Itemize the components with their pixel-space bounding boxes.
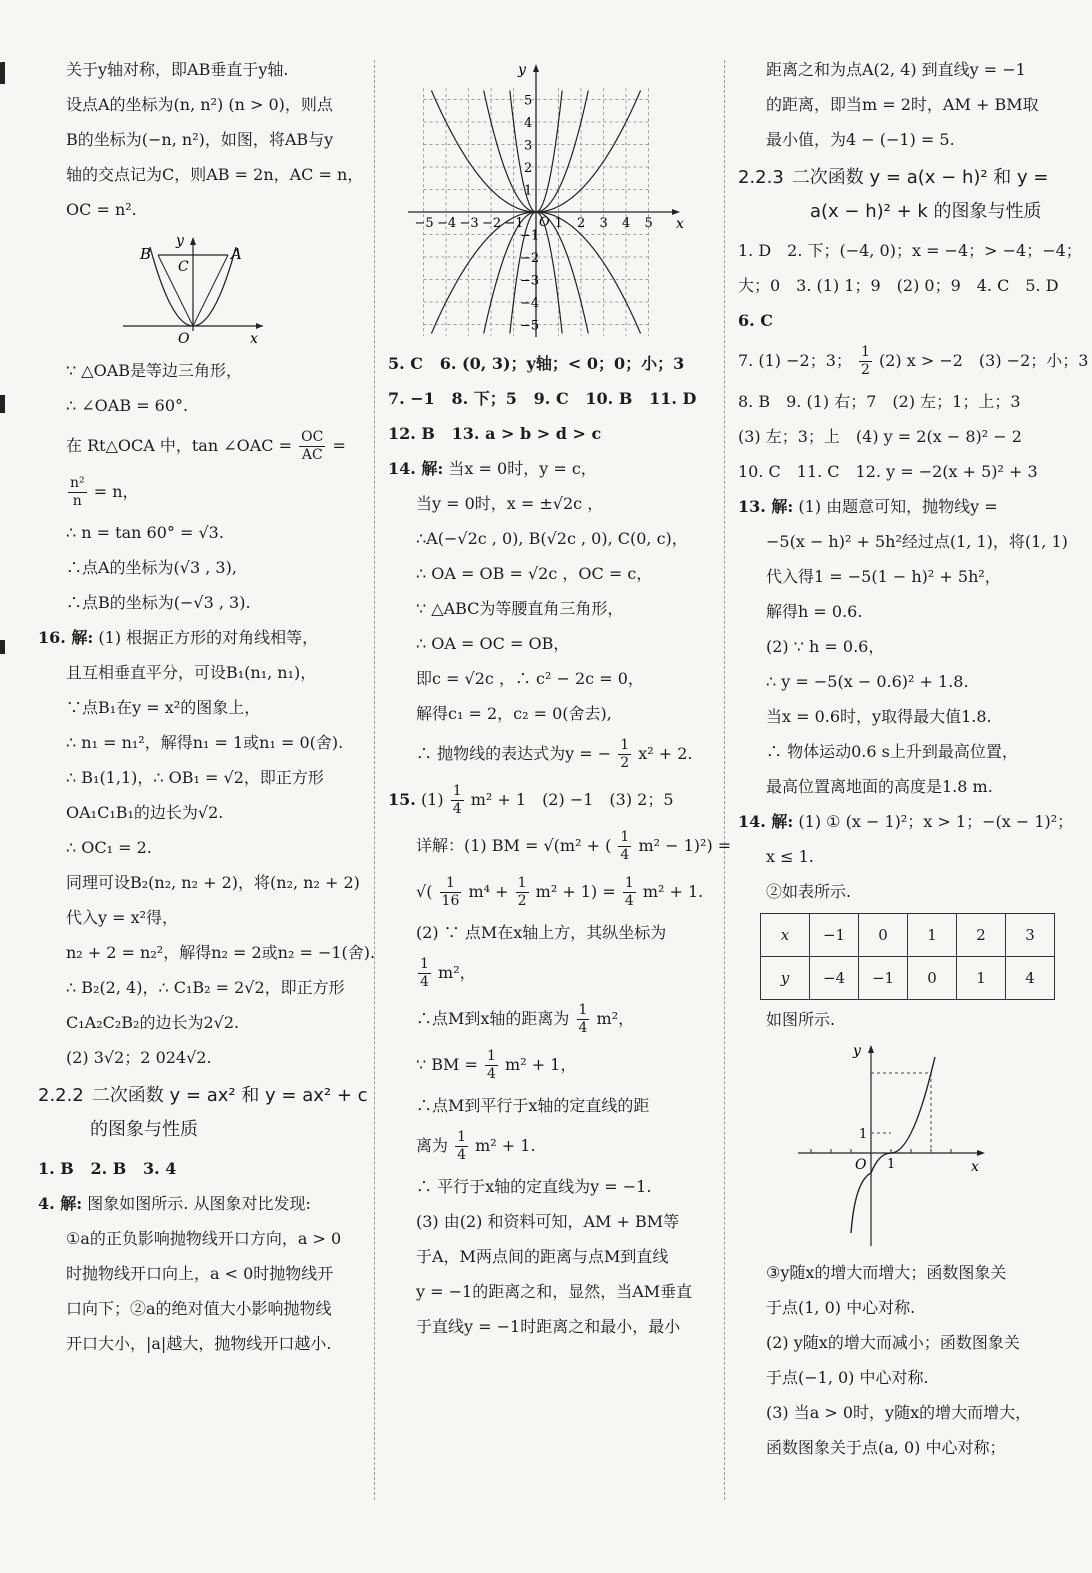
text-seg: 7. (1) −2；3； xyxy=(738,351,852,370)
y-tick-label: −4 xyxy=(520,296,540,311)
xy-value-table xyxy=(760,913,1055,1000)
text-line: (2) ∵ 点M在x轴上方，其纵坐标为 xyxy=(416,923,667,942)
text-line: y = −1的距离之和，显然，当AM垂直 xyxy=(416,1282,693,1301)
table-cell: 3 xyxy=(1006,914,1055,957)
text-line: ∴ 平行于x轴的定直线为y = −1. xyxy=(416,1177,652,1196)
text-line-fraction xyxy=(738,338,1089,384)
denominator: 4 xyxy=(452,801,462,817)
section-title-line2: 的图象与性质 xyxy=(90,1119,198,1140)
edge-char-middle xyxy=(0,395,5,413)
text-line: 6. C xyxy=(738,311,774,330)
label-x: x xyxy=(250,331,258,347)
answers-12-13 xyxy=(388,416,710,451)
question-number: 4. 解: xyxy=(38,1194,83,1213)
y-tick-label: 5 xyxy=(524,93,533,109)
x-tick-label: 1 xyxy=(554,216,563,231)
text-seg: ∴ 抛物线的表达式为y = − xyxy=(416,744,612,763)
table-header-cell: y xyxy=(761,957,810,1000)
fraction xyxy=(455,1129,468,1164)
y-tick-label: −1 xyxy=(520,228,540,244)
answer: 10. B xyxy=(585,389,633,408)
text-line: 的距离，即当m = 2时，AM + BM取 xyxy=(766,95,1039,114)
denominator: 4 xyxy=(420,974,429,990)
x-tick-label: 2 xyxy=(577,216,586,231)
text-seg: ∴点M到x轴的距离为 xyxy=(416,1009,570,1028)
text-line: 时抛物线开口向上，a < 0时抛物线开 xyxy=(66,1264,334,1283)
x-tick-label: −4 xyxy=(437,216,457,231)
text-seg: m²， xyxy=(438,963,476,982)
fraction xyxy=(440,875,462,910)
table-cell: 1 xyxy=(957,957,1006,1000)
denominator: 4 xyxy=(487,1066,496,1082)
fraction xyxy=(577,1002,590,1037)
x-tick-label: 3 xyxy=(599,216,608,231)
column-divider-right xyxy=(724,60,725,1500)
numerator: 1 xyxy=(578,1002,588,1018)
text-seg: (2) x > −2 (3) −2；小；3 xyxy=(878,351,1089,370)
section-number: 2.2.3 xyxy=(738,167,784,188)
answer: 3. 4 xyxy=(143,1159,177,1178)
edge-text-1: 力 xyxy=(0,54,10,65)
text-line-fraction xyxy=(388,1123,710,1169)
text-line: 代入y = x²得， xyxy=(66,908,179,927)
fraction xyxy=(859,344,872,379)
denominator: AC xyxy=(301,447,323,463)
piecewise-curve-figure xyxy=(793,1041,993,1251)
edge-char-top xyxy=(0,62,5,84)
fraction xyxy=(68,475,87,510)
label-x: x xyxy=(676,216,684,232)
text-line: ∴ OA = OC = OB， xyxy=(416,634,570,653)
label-y: y xyxy=(518,62,526,78)
edge-char-lower xyxy=(0,640,5,654)
numerator: 1 xyxy=(487,1048,496,1064)
answer: 9. C xyxy=(533,389,569,408)
text-seg: x² + 2. xyxy=(638,744,693,763)
question-15 xyxy=(388,777,710,823)
text-line: 10. C 11. C 12. y = −2(x + 5)² + 3 xyxy=(738,462,1038,481)
fraction xyxy=(418,956,431,991)
y-tick-label: −5 xyxy=(520,318,540,334)
y-tick-label: −3 xyxy=(520,273,540,289)
text-line: −5(x − h)² + 5h²经过点(1, 1)，将(1, 1) xyxy=(766,532,1068,551)
answer: 2. B xyxy=(90,1159,127,1178)
text-line: OC = n². xyxy=(66,200,137,219)
text-seg: 离为 xyxy=(416,1136,449,1155)
label-y: y xyxy=(853,1043,861,1059)
x-axis-arrow xyxy=(672,209,680,215)
text-line: 口向下；②a的绝对值大小影响抛物线 xyxy=(66,1299,332,1318)
y-tick-label: −2 xyxy=(520,251,540,266)
text-line: ∴ OA = OB = √2c ，OC = c， xyxy=(416,564,653,583)
denominator: 16 xyxy=(441,893,460,909)
edge-text-2: 东 xyxy=(0,384,10,395)
question-number: 14. 解: xyxy=(388,459,444,478)
table-cell: 0 xyxy=(908,957,957,1000)
question-16 xyxy=(38,620,360,655)
question-number: 16. 解: xyxy=(38,628,94,647)
x-tick-label: −5 xyxy=(414,216,434,231)
text-line: 关于y轴对称，即AB垂直于y轴. xyxy=(66,60,289,79)
table-cell: −1 xyxy=(810,914,859,957)
text-line: n₂ + 2 = n₂²，解得n₂ = 2或n₂ = −1(舍). xyxy=(66,943,376,962)
y-tick-label: 3 xyxy=(524,138,533,154)
text-seg: ∵ BM = xyxy=(416,1055,478,1074)
numerator: 1 xyxy=(457,1129,467,1145)
column-right xyxy=(738,52,1089,1465)
text-seg: m² + 1) = xyxy=(535,882,616,901)
text-line: ∴ B₂(2, 4)，∴ C₁B₂ = 2√2，即正方形 xyxy=(66,978,345,997)
section-title-line2: a(x − h)² + k 的图象与性质 xyxy=(810,201,1042,222)
question-4 xyxy=(38,1186,360,1221)
table-cell: 2 xyxy=(957,914,1006,957)
label-x: x xyxy=(971,1159,979,1175)
fraction xyxy=(618,829,631,864)
x-axis-arrow xyxy=(977,1150,985,1156)
text-line: ∴ ∠OAB = 60°. xyxy=(66,396,189,415)
numerator: 1 xyxy=(860,344,870,360)
text-seg: 当x = 0时，y = c， xyxy=(448,459,597,478)
table-row xyxy=(761,957,1055,1000)
text-line: C₁A₂C₂B₂的边长为2√2. xyxy=(66,1013,240,1032)
text-line-fraction xyxy=(388,823,732,869)
text-line: 且互相垂直平分，可设B₁(n₁, n₁)， xyxy=(66,663,317,682)
y-axis-arrow xyxy=(190,237,196,245)
text-line: ∴点B的坐标为(−√3 , 3). xyxy=(66,593,251,612)
numerator: 1 xyxy=(620,829,630,845)
text-seg: (1) 根据正方形的对角线相等， xyxy=(98,628,319,647)
table-cell: −4 xyxy=(810,957,859,1000)
text-line: (2) 3√2；2 024√2. xyxy=(66,1048,212,1067)
text-line: ①a的正负影响抛物线开口方向，a > 0 xyxy=(66,1229,342,1248)
text-line: ∵ △OAB是等边三角形， xyxy=(66,361,243,380)
piecewise-curve xyxy=(851,1057,935,1233)
label-one-x: 1 xyxy=(887,1157,896,1172)
denominator: 4 xyxy=(457,1147,467,1163)
x-tick-label: −2 xyxy=(482,216,502,231)
text-line: ∴点M到平行于x轴的定直线的距 xyxy=(416,1096,650,1115)
section-heading-2-2-3 xyxy=(738,161,1060,229)
text-line: (3) 当a > 0时，y随x的增大而增大， xyxy=(766,1403,1032,1422)
answer: 7. −1 xyxy=(388,389,435,408)
numerator: 1 xyxy=(420,956,429,972)
text-line: 当x = 0.6时，y取得最大值1.8. xyxy=(766,707,992,726)
question-13 xyxy=(738,489,1060,524)
text-seg: (1) xyxy=(420,790,444,809)
text-line: 距离之和为点A(2, 4) 到直线y = −1 xyxy=(766,60,1026,79)
text-line: ∵ △ABC为等腰直角三角形， xyxy=(416,599,624,618)
text-seg: = n， xyxy=(93,482,139,501)
denominator: n xyxy=(72,493,82,509)
denominator: 2 xyxy=(860,362,870,378)
text-line: (2) ∵ h = 0.6， xyxy=(766,637,885,656)
question-number: 14. 解: xyxy=(738,812,794,831)
y-tick-label: 1 xyxy=(524,183,533,199)
y-tick-label: 4 xyxy=(524,116,533,131)
text-seg: m²， xyxy=(596,1009,635,1028)
text-line: 即c = √2c ，∴ c² − 2c = 0， xyxy=(416,669,644,688)
label-b: B xyxy=(140,245,152,263)
text-line: 解得h = 0.6. xyxy=(766,602,863,621)
numerator: 1 xyxy=(440,875,462,893)
label-o: O xyxy=(855,1157,867,1173)
text-line: 开口大小，|a|越大，抛物线开口越小. xyxy=(66,1334,332,1353)
text-line: 于直线y = −1时距离之和最小，最小 xyxy=(416,1317,681,1336)
numerator: 1 xyxy=(452,783,462,799)
text-line: B的坐标为(−n, n²)，如图，将AB与y xyxy=(66,130,334,149)
text-line: 于A，M两点间的距离与点M到直线 xyxy=(416,1247,669,1266)
text-line: 当y = 0时，x = ±√2c ， xyxy=(416,494,604,513)
answer: 13. a > b > d > c xyxy=(451,424,602,443)
text-line: ∴A(−√2c , 0), B(√2c , 0), C(0, c)， xyxy=(416,529,688,548)
text-line-fraction xyxy=(388,996,710,1042)
column-middle xyxy=(388,52,732,1344)
denominator: 4 xyxy=(624,893,634,909)
parabola-family-figure xyxy=(388,52,688,342)
text-line: (2) y随x的增大而减小；函数图象关 xyxy=(766,1333,1020,1352)
text-line: 大；0 3. (1) 1；9 (2) 0；9 4. C 5. D xyxy=(738,276,1059,295)
question-14 xyxy=(388,451,710,486)
text-line: 于点(−1, 0) 中心对称. xyxy=(766,1368,929,1387)
section-heading-2-2-2 xyxy=(38,1079,368,1147)
numerator: 1 xyxy=(517,875,527,891)
text-seg: m² + 1， xyxy=(505,1055,577,1074)
denominator: 4 xyxy=(578,1020,588,1036)
text-seg: 图象如图所示. 从图象对比发现: xyxy=(87,1194,311,1213)
numerator: 1 xyxy=(620,737,630,753)
text-line: OA₁C₁B₁的边长为√2. xyxy=(66,803,224,822)
text-line: ∴ y = −5(x − 0.6)² + 1.8. xyxy=(766,672,969,691)
section-title: 二次函数 y = ax² 和 y = ax² + c xyxy=(91,1085,368,1106)
text-line: 如图所示. xyxy=(766,1010,836,1029)
segment-oa xyxy=(193,255,228,326)
text-line: 解得c₁ = 2，c₂ = 0(舍去), xyxy=(416,704,612,723)
denominator: 2 xyxy=(517,893,527,909)
table-row xyxy=(761,914,1055,957)
section-number: 2.2.2 xyxy=(38,1085,84,1106)
text-seg: 详解：(1) BM = √(m² + ( xyxy=(416,836,612,855)
answers-5-6 xyxy=(388,346,710,381)
text-seg: 在 Rt△OCA 中，tan ∠OAC = xyxy=(66,436,293,455)
y-axis-arrow xyxy=(868,1045,874,1053)
text-line: ③y随x的增大而增大；函数图象关 xyxy=(766,1263,1007,1282)
answer: 6. (0, 3)；y轴；< 0；0；小；3 xyxy=(439,354,685,373)
column-divider-left xyxy=(374,60,375,1500)
text-line: x ≤ 1. xyxy=(766,847,814,866)
text-line: 8. B 9. (1) 右；7 (2) 左；1；上；3 xyxy=(738,392,1021,411)
label-a: A xyxy=(231,245,242,263)
table-cell: −1 xyxy=(859,957,908,1000)
text-seg: m² + 1. xyxy=(475,1136,536,1155)
y-tick-label: 2 xyxy=(524,161,533,176)
text-line: ∴ n₁ = n₁²，解得n₁ = 1或n₁ = 0(舍). xyxy=(66,733,344,752)
x-tick-label: 5 xyxy=(644,216,653,231)
numerator: OC xyxy=(301,429,324,445)
table-header-cell: x xyxy=(761,914,810,957)
text-line: 设点A的坐标为(n, n²) (n > 0)，则点 xyxy=(66,95,333,114)
text-seg: (1) 由题意可知，抛物线y = xyxy=(798,497,998,516)
question-14 xyxy=(738,804,1074,839)
column-left xyxy=(38,52,376,1361)
text-seg: √( xyxy=(416,882,433,901)
text-line: 最小值，为4 − (−1) = 5. xyxy=(766,130,955,149)
answers-1-3 xyxy=(38,1151,360,1186)
answer: 12. B xyxy=(388,424,435,443)
denominator: 2 xyxy=(620,755,630,771)
text-line-fraction xyxy=(388,1042,710,1088)
answers-7-11 xyxy=(388,381,710,416)
text-line: ∴ B₁(1,1)，∴ OB₁ = √2，即正方形 xyxy=(66,768,324,787)
text-line: ∴ 物体运动0.6 s上升到最高位置， xyxy=(766,742,1018,761)
text-line: (3) 由(2) 和资料可知，AM + BM等 xyxy=(416,1212,680,1231)
text-line: 同理可设B₂(n₂, n₂ + 2)，将(n₂, n₂ + 2) xyxy=(66,873,360,892)
text-line-fraction xyxy=(38,469,360,515)
fraction xyxy=(299,429,325,464)
text-line: 代入得1 = −5(1 − h)² + 5h²， xyxy=(766,567,1001,586)
parabola-chord-figure xyxy=(118,231,318,349)
label-c: C xyxy=(178,259,189,275)
answer: 1. B xyxy=(38,1159,74,1178)
question-number: 13. 解: xyxy=(738,497,794,516)
y-axis-arrow xyxy=(533,64,539,72)
text-line: ∵点B₁在y = x²的图象上， xyxy=(66,698,261,717)
fraction xyxy=(451,783,464,818)
text-line: (3) 左；3；上 (4) y = 2(x − 8)² − 2 xyxy=(738,427,1022,446)
text-line-fraction xyxy=(38,423,360,469)
text-line-fraction xyxy=(388,869,710,915)
table-cell: 0 xyxy=(859,914,908,957)
text-seg: (1) ① (x − 1)²；x > 1；−(x − 1)²； xyxy=(798,812,1074,831)
text-line-fraction xyxy=(388,950,710,996)
text-line: 于点(1, 0) 中心对称. xyxy=(766,1298,916,1317)
label-one-y: 1 xyxy=(859,1127,868,1142)
fraction xyxy=(516,875,529,910)
text-line: 函数图象关于点(a, 0) 中心对称； xyxy=(766,1438,1006,1457)
answer: 11. D xyxy=(649,389,697,408)
numerator: n² xyxy=(70,475,85,491)
table-cell: 4 xyxy=(1006,957,1055,1000)
label-o: O xyxy=(178,331,190,347)
label-o: O xyxy=(539,215,550,230)
text-line: 最高位置离地面的高度是1.8 m. xyxy=(766,777,993,796)
fraction xyxy=(618,737,631,772)
text-line-fraction xyxy=(388,731,710,777)
text-line: ②如表所示. xyxy=(766,882,852,901)
text-line: 1. D 2. 下；(−4, 0)；x = −4；> −4；−4； xyxy=(738,241,1082,260)
denominator: 4 xyxy=(620,847,630,863)
fraction xyxy=(485,1048,498,1083)
fraction xyxy=(623,875,636,910)
x-tick-label: −3 xyxy=(459,216,479,231)
x-tick-label: −1 xyxy=(504,216,524,231)
answer: 5. C xyxy=(388,354,424,373)
numerator: 1 xyxy=(624,875,634,891)
answer: 8. 下；5 xyxy=(451,389,517,408)
text-seg: m² + 1 (2) −1 (3) 2；5 xyxy=(470,790,674,809)
text-line: ∴点A的坐标为(√3 , 3), xyxy=(66,558,237,577)
section-title: 二次函数 y = a(x − h)² 和 y = xyxy=(791,167,1049,188)
text-seg: = xyxy=(332,436,346,455)
label-y: y xyxy=(176,233,184,249)
table-cell: 1 xyxy=(908,914,957,957)
text-seg: m⁴ + xyxy=(468,882,509,901)
text-line: ∴ n = tan 60° = √3. xyxy=(66,523,224,542)
text-seg: m² − 1)²) = xyxy=(638,836,732,855)
x-axis-arrow xyxy=(256,323,263,329)
text-seg: m² + 1. xyxy=(642,882,704,901)
text-line: 轴的交点记为C，则AB = 2n，AC = n， xyxy=(66,165,364,184)
x-tick-label: 4 xyxy=(622,216,631,231)
text-line: ∴ OC₁ = 2. xyxy=(66,838,152,857)
question-number: 15. xyxy=(388,790,416,809)
